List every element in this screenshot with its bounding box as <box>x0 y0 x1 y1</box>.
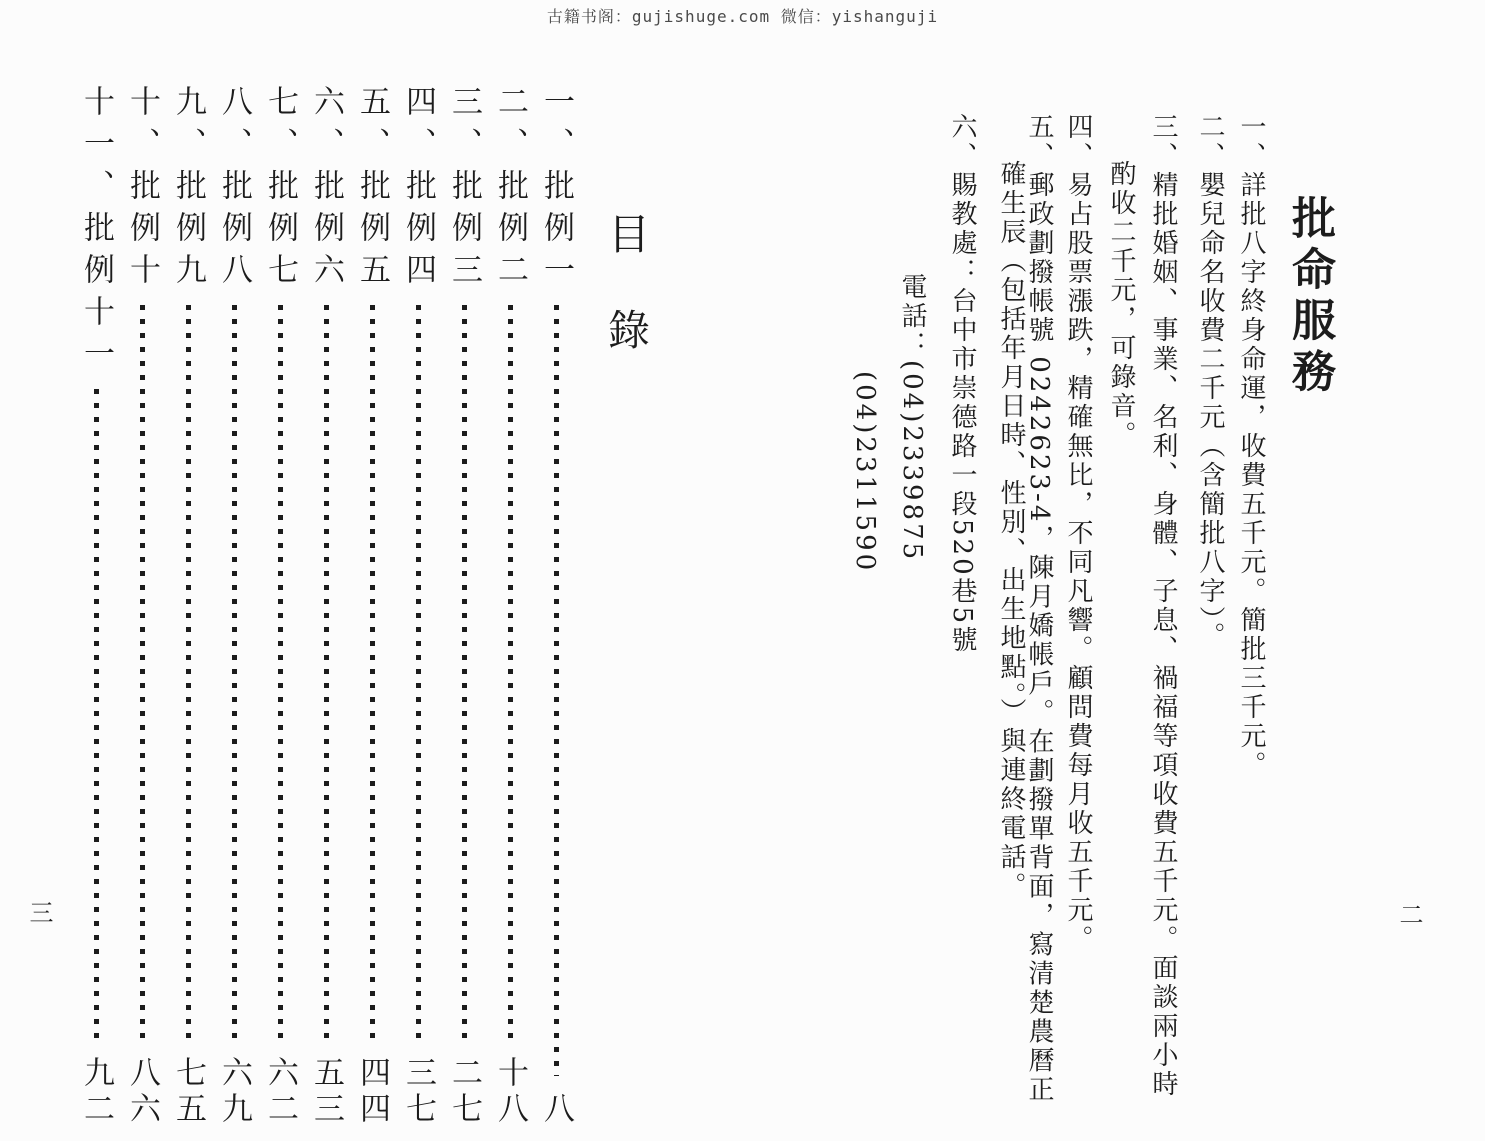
toc-page-number: 三七 <box>400 1056 436 1128</box>
toc-dotted-leader <box>306 305 346 1044</box>
toc-label: 三、批例三 <box>446 85 482 295</box>
toc-label: 十一、批例十一 <box>78 85 114 379</box>
toc-dotted-leader <box>536 305 576 1080</box>
toc-page-number: 八 <box>538 1092 574 1128</box>
toc-dotted-leader <box>76 389 116 1044</box>
right-page-title: 批命服務 <box>1284 195 1335 399</box>
toc-item <box>76 85 116 1128</box>
toc-page-number: 七五 <box>170 1056 206 1128</box>
service-line: 五、郵政劃撥帳號 0242623-4，陳月嬌帳戶。在劃撥單背面，寫清楚農曆正 <box>1024 113 1054 1105</box>
toc-label: 九、批例九 <box>170 85 206 295</box>
toc-item <box>306 85 346 1128</box>
service-line-continuation: 確生辰（包括年月日時、性別、出生地點。）與連終電話。 <box>996 160 1026 901</box>
toc-label: 四、批例四 <box>400 85 436 295</box>
toc-label: 六、批例六 <box>308 85 344 295</box>
contact-phone-line-2: (04)2311590 <box>850 371 880 574</box>
toc-page-number: 五三 <box>308 1056 344 1128</box>
toc-item <box>444 85 484 1128</box>
left-page-number: 三 <box>25 900 53 924</box>
service-line-continuation: 酌收二千元，可錄音。 <box>1106 160 1136 450</box>
contact-address-line: 六、賜教處：台中市崇德路一段520巷5號 <box>947 113 977 656</box>
toc-dotted-leader <box>352 305 392 1044</box>
toc-item <box>214 85 254 1128</box>
toc-dotted-leader <box>398 305 438 1044</box>
toc-label: 五、批例五 <box>354 85 390 295</box>
toc-item <box>260 85 300 1128</box>
toc-item <box>490 85 530 1128</box>
toc-dotted-leader <box>214 305 254 1044</box>
toc-list <box>76 85 576 1128</box>
toc-dotted-leader <box>444 305 484 1044</box>
toc-item <box>122 85 162 1128</box>
toc-dotted-leader <box>260 305 300 1044</box>
toc-page-number: 九二 <box>78 1056 114 1128</box>
toc-label: 七、批例七 <box>262 85 298 295</box>
contact-phone-line: 電話：(04)2339875 <box>897 273 927 563</box>
toc-title: 目錄 <box>602 212 651 404</box>
toc-page-number: 六九 <box>216 1056 252 1128</box>
service-line: 二、嬰兒命名收費二千元（含簡批八字）。 <box>1195 113 1225 651</box>
toc-label: 二、批例二 <box>492 85 528 295</box>
service-line: 一、詳批八字終身命運，收費五千元。簡批三千元。 <box>1236 113 1266 780</box>
toc-dotted-leader <box>490 305 530 1044</box>
toc-item <box>352 85 392 1128</box>
toc-label: 八、批例八 <box>216 85 252 295</box>
toc-page-number: 十八 <box>492 1056 528 1128</box>
toc-item <box>168 85 208 1128</box>
toc-item <box>536 85 576 1128</box>
service-line: 四、易占股票漲跌，精確無比，不同凡響。顧問費每月收五千元。 <box>1063 113 1093 954</box>
right-page-number: 二 <box>1395 902 1423 926</box>
toc-item <box>398 85 438 1128</box>
scan-site-note: 古籍书阁：gujishuge.com 微信：yishanguji <box>546 7 939 26</box>
service-line: 三、精批婚姻、事業、名利、身體、子息、禍福等項收費五千元。面談兩小時 <box>1148 113 1178 1099</box>
toc-page-number: 八六 <box>124 1056 160 1128</box>
toc-label: 一、批例一 <box>538 85 574 295</box>
toc-page-number: 二七 <box>446 1056 482 1128</box>
toc-page-number: 六二 <box>262 1056 298 1128</box>
toc-page-number: 四四 <box>354 1056 390 1128</box>
toc-dotted-leader <box>122 305 162 1044</box>
toc-label: 十、批例十 <box>124 85 160 295</box>
toc-dotted-leader <box>168 305 208 1044</box>
